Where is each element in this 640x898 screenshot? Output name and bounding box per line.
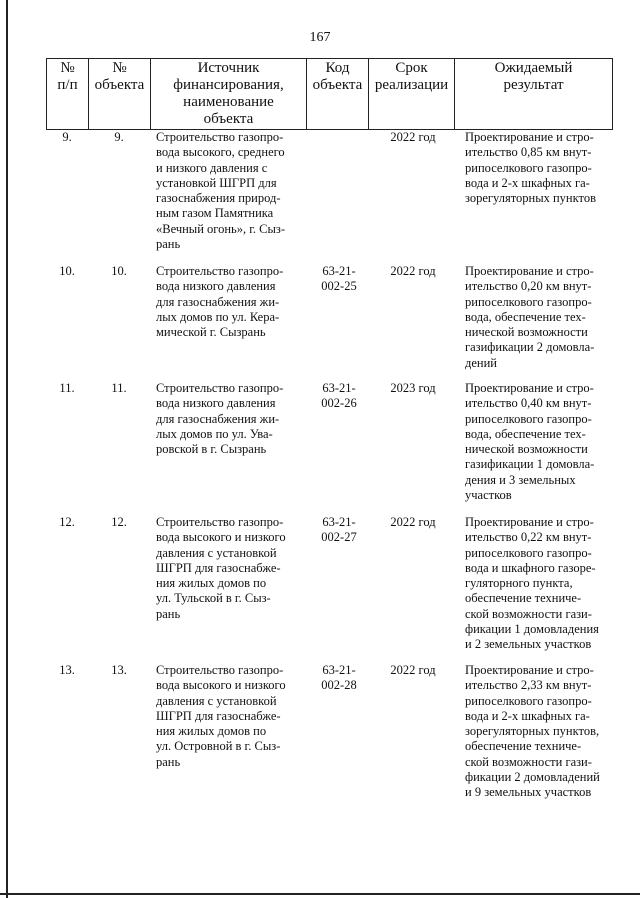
object-code: 63-21- 002-26 — [321, 381, 357, 411]
header-object: № объекта — [89, 59, 151, 131]
expected-result: Проектирование и стро- ительство 0,22 км внут- рипоселкового газопро- вода и шкафного газоре- гуляторного пункта, обеспечение техниче- ской возможности гази- фикации 1 домовладения и 2 земельных участков — [465, 515, 599, 652]
object-code: 63-21- 002-25 — [321, 264, 357, 294]
header-term: Срок реализации — [369, 59, 455, 131]
expected-result: Проектирование и стро- ительство 0,85 км внут- рипоселкового газопро- вода и 2-х шкафных га- зорегуляторных пунктов — [465, 130, 596, 206]
implementation-term: 2022 год — [390, 264, 436, 278]
row-number: 12. — [59, 515, 75, 529]
page-bottom-border — [0, 893, 640, 895]
expected-result: Проектирование и стро- ительство 0,20 км внут- рипоселкового газопро- вода, обеспечение тех- нической возможности газификации 2 домовла- дений — [465, 264, 595, 370]
implementation-term: 2022 год — [390, 515, 436, 529]
implementation-term: 2022 год — [390, 130, 436, 144]
object-description: Строительство газопро- вода низкого давления для газоснабжения жи- лых домов по ул. Кера- мической г. Сызрань — [156, 264, 284, 340]
object-description: Строительство газопро- вода низкого давления для газоснабжения жи- лых домов по ул. Ува- ровской в г. Сызрань — [156, 381, 284, 457]
page-left-border — [6, 0, 8, 898]
implementation-term: 2022 год — [390, 663, 436, 677]
header-source: Источник финансирования, наименование объекта — [151, 59, 307, 131]
table-header — [46, 58, 613, 130]
row-number: 13. — [59, 663, 75, 677]
header-num: № п/п — [47, 59, 89, 131]
row-number: 9. — [62, 130, 72, 144]
page-number: 167 — [309, 30, 331, 45]
row-number: 10. — [59, 264, 75, 278]
object-number: 12. — [111, 515, 127, 529]
object-description: Строительство газопро- вода высокого, среднего и низкого давления с установкой ШГРП для газоснабжения природ- ным газом Памятника «Вечный огонь», г. Сыз- рань — [156, 130, 286, 252]
header-result: Ожидаемый результат — [455, 59, 613, 131]
expected-result: Проектирование и стро- ительство 2,33 км внут- рипоселкового газопро- вода и 2-х шкафных га- зорегуляторных пунктов, обеспечение техниче- ской возможности гази- фикации 2 домовладений и 9 земельных участков — [465, 663, 600, 800]
object-code: 63-21- 002-28 — [321, 663, 357, 693]
object-number: 10. — [111, 264, 127, 278]
expected-result: Проектирование и стро- ительство 0,40 км внут- рипоселкового газопро- вода, обеспечение тех- нической возможности газификации 1 домовла- дения и 3 земельных участков — [465, 381, 595, 503]
header-code: Код объекта — [307, 59, 369, 131]
object-number: 13. — [111, 663, 127, 677]
implementation-term: 2023 год — [390, 381, 436, 395]
object-description: Строительство газопро- вода высокого и низкого давления с установкой ШГРП для газоснабже- ния жилых домов по ул. Тульской в г. Сыз- рань — [156, 515, 286, 621]
object-number: 11. — [111, 381, 127, 395]
object-number: 9. — [114, 130, 124, 144]
row-number: 11. — [59, 381, 75, 395]
object-code: 63-21- 002-27 — [321, 515, 357, 545]
object-description: Строительство газопро- вода высокого и низкого давления с установкой ШГРП для газоснабже- ния жилых домов по ул. Островной в г. Сыз- рань — [156, 663, 286, 769]
